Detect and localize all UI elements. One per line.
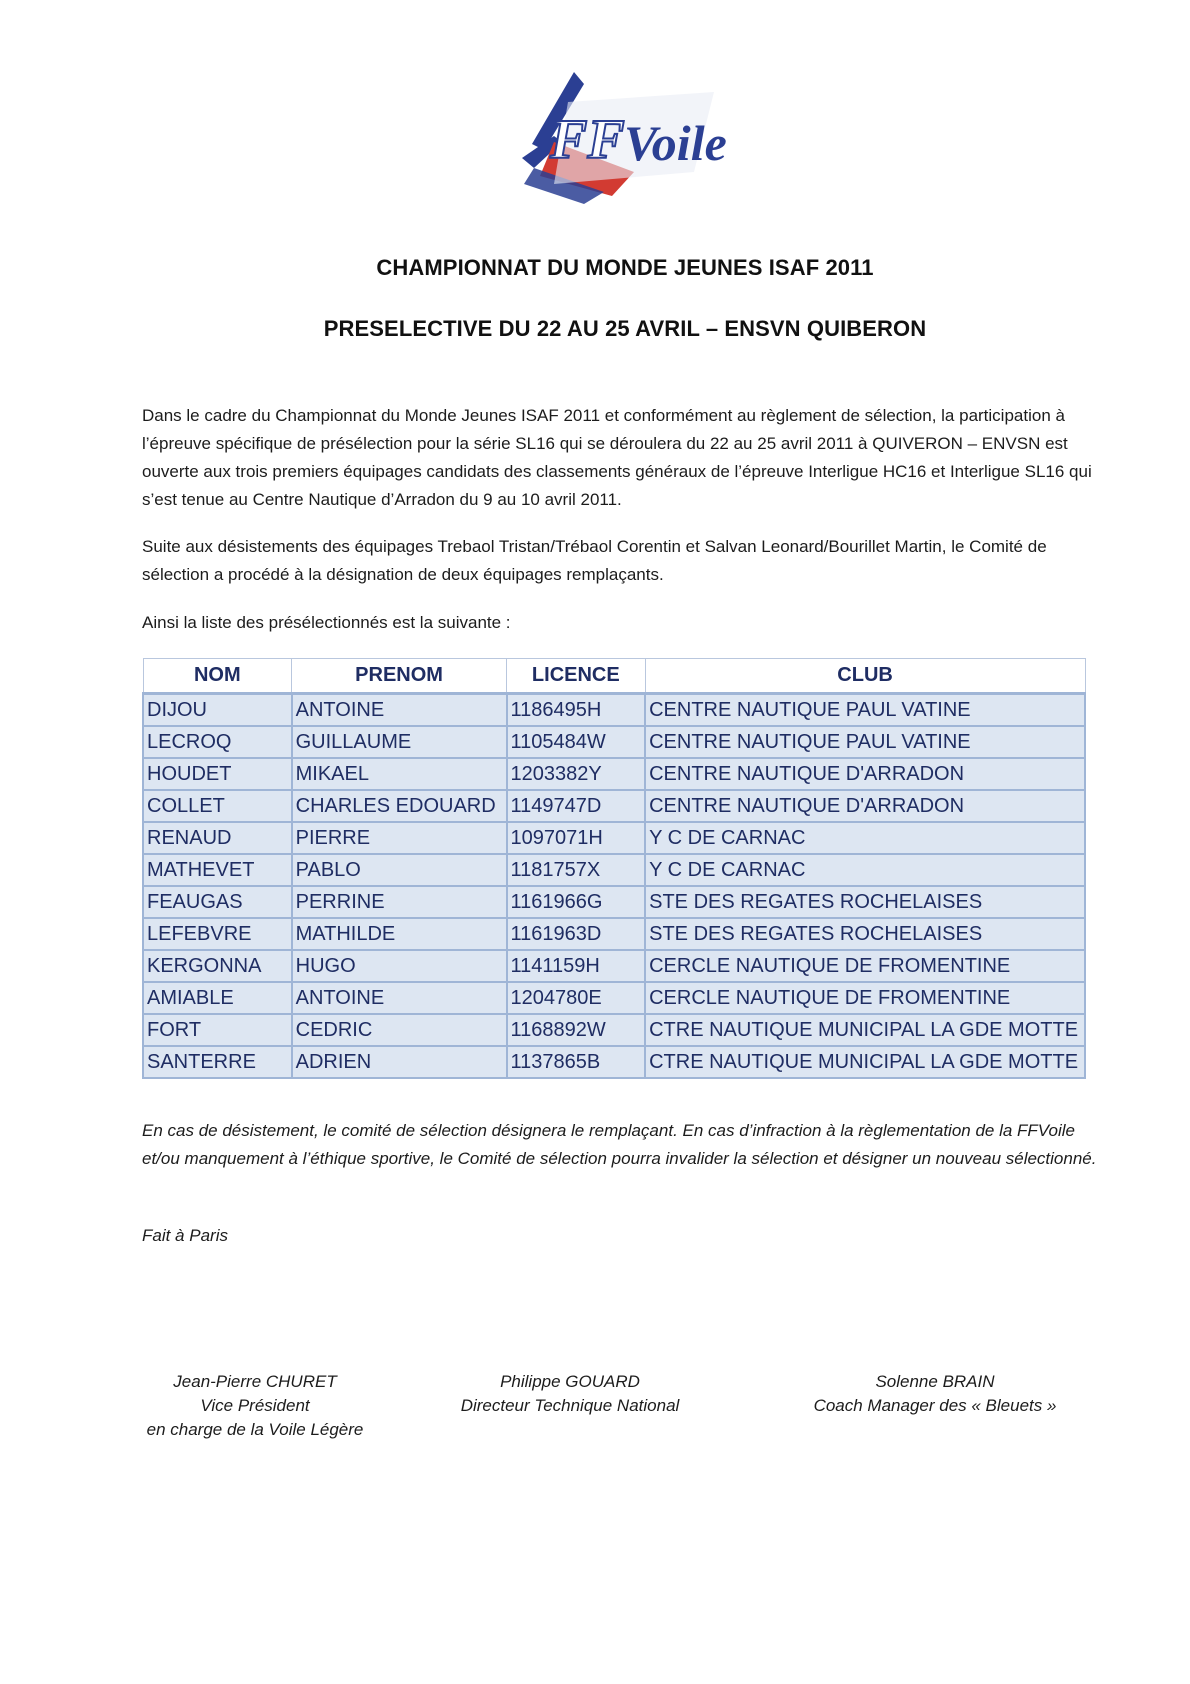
cell-licence: 1186495H	[507, 694, 646, 727]
svg-text:Voile: Voile	[624, 115, 727, 171]
intro-paragraph: Dans le cadre du Championnat du Monde Jeunes ISAF 2011 et conformément au règlement de sélection, la participation à l’épreuve spécifique de présélection pour la série SL16 qui se déroulera du 22 au 25 avril 2011 à QUIVERON – ENVSN est ouverte aux trois premiers équipages candidats des classements généraux de l’épreuve Interligue HC16 et Interligue SL16 qui s’est tenue au Centre Nautique d’Arradon du 9 au 10 avril 2011.	[142, 406, 1092, 509]
cell-licence: 1203382Y	[507, 758, 646, 790]
cell-prenom: HUGO	[292, 950, 507, 982]
cell-nom: RENAUD	[143, 822, 292, 854]
cell-club: STE DES REGATES ROCHELAISES	[645, 918, 1085, 950]
table-row	[143, 1014, 1085, 1046]
table-row	[143, 758, 1085, 790]
cell-prenom: PABLO	[292, 854, 507, 886]
cell-prenom: CHARLES EDOUARD	[292, 790, 507, 822]
withdrawals-paragraph: Suite aux désistements des équipages Trebaol Tristan/Trébaol Corentin et Salvan Leonard/Bourillet Martin, le Comité de sélection a procédé à la désignation de deux équipages remplaçants.	[142, 537, 1047, 584]
cell-club: Y C DE CARNAC	[645, 854, 1085, 886]
signatory-name: Philippe GOUARD	[500, 1372, 640, 1391]
signatory-role: Coach Manager des « Bleuets »	[813, 1396, 1057, 1415]
signatory-role: Directeur Technique National	[460, 1396, 680, 1415]
header-nom: NOM	[143, 659, 292, 694]
cell-licence: 1204780E	[507, 982, 646, 1014]
cell-licence: 1161966G	[507, 886, 646, 918]
table-row	[143, 886, 1085, 918]
signatory-name: Jean-Pierre CHURET	[173, 1372, 337, 1391]
table-row	[143, 950, 1085, 982]
table-row	[143, 694, 1085, 727]
cell-club: CTRE NAUTIQUE MUNICIPAL LA GDE MOTTE	[645, 1046, 1085, 1078]
cell-prenom: PIERRE	[292, 822, 507, 854]
header-licence: LICENCE	[507, 659, 646, 694]
cell-licence: 1141159H	[507, 950, 646, 982]
header-prenom: PRENOM	[292, 659, 507, 694]
cell-prenom: MIKAEL	[292, 758, 507, 790]
cell-nom: FEAUGAS	[143, 886, 292, 918]
signatory-role: Vice Président	[200, 1396, 310, 1415]
document-subtitle: PRESELECTIVE DU 22 AU 25 AVRIL – ENSVN QUIBERON	[323, 316, 927, 341]
table-row	[143, 918, 1085, 950]
cell-club: CERCLE NAUTIQUE DE FROMENTINE	[645, 982, 1085, 1014]
table-row	[143, 790, 1085, 822]
cell-licence: 1149747D	[507, 790, 646, 822]
document-title: CHAMPIONNAT DU MONDE JEUNES ISAF 2011	[376, 255, 874, 280]
list-intro: Ainsi la liste des présélectionnés est la suivante :	[142, 613, 511, 632]
cell-nom: AMIABLE	[143, 982, 292, 1014]
withdrawal-notice: En cas de désistement, le comité de sélection désignera le remplaçant. En cas d’infraction à la règlementation de la FFVoile et/ou manquement à l’éthique sportive, le Comité de sélection pourra invalider la sélection et désigner un nouveau sélectionné.	[142, 1121, 1097, 1168]
cell-nom: COLLET	[143, 790, 292, 822]
cell-licence: 1181757X	[507, 854, 646, 886]
cell-club: CENTRE NAUTIQUE PAUL VATINE	[645, 694, 1085, 727]
table-row	[143, 1046, 1085, 1078]
cell-nom: LEFEBVRE	[143, 918, 292, 950]
cell-nom: MATHEVET	[143, 854, 292, 886]
table-header-row	[143, 659, 1085, 694]
cell-nom: FORT	[143, 1014, 292, 1046]
cell-nom: SANTERRE	[143, 1046, 292, 1078]
signatory-role-detail: en charge de la Voile Légère	[146, 1420, 364, 1439]
cell-club: Y C DE CARNAC	[645, 822, 1085, 854]
cell-prenom: ADRIEN	[292, 1046, 507, 1078]
signatory-1	[130, 1370, 380, 1442]
svg-text:FF: FF	[550, 109, 625, 171]
table-row	[143, 982, 1085, 1014]
cell-nom: KERGONNA	[143, 950, 292, 982]
place-line: Fait à Paris	[142, 1226, 228, 1245]
ffvoile-logo	[514, 72, 744, 207]
cell-club: CENTRE NAUTIQUE D'ARRADON	[645, 758, 1085, 790]
cell-licence: 1137865B	[507, 1046, 646, 1078]
cell-nom: LECROQ	[143, 726, 292, 758]
cell-prenom: ANTOINE	[292, 694, 507, 727]
cell-club: STE DES REGATES ROCHELAISES	[645, 886, 1085, 918]
cell-licence: 1097071H	[507, 822, 646, 854]
cell-prenom: GUILLAUME	[292, 726, 507, 758]
signatory-2	[440, 1370, 700, 1418]
table-row	[143, 854, 1085, 886]
cell-prenom: CEDRIC	[292, 1014, 507, 1046]
cell-prenom: MATHILDE	[292, 918, 507, 950]
table-row	[143, 726, 1085, 758]
cell-nom: DIJOU	[143, 694, 292, 727]
signatory-3	[790, 1370, 1080, 1418]
cell-prenom: ANTOINE	[292, 982, 507, 1014]
signatory-name: Solenne BRAIN	[875, 1372, 995, 1391]
cell-licence: 1161963D	[507, 918, 646, 950]
header-club: CLUB	[645, 659, 1085, 694]
cell-prenom: PERRINE	[292, 886, 507, 918]
cell-club: CTRE NAUTIQUE MUNICIPAL LA GDE MOTTE	[645, 1014, 1085, 1046]
cell-nom: HOUDET	[143, 758, 292, 790]
cell-club: CERCLE NAUTIQUE DE FROMENTINE	[645, 950, 1085, 982]
cell-club: CENTRE NAUTIQUE PAUL VATINE	[645, 726, 1085, 758]
preselection-table	[142, 658, 1086, 1079]
cell-club: CENTRE NAUTIQUE D'ARRADON	[645, 790, 1085, 822]
table-row	[143, 822, 1085, 854]
cell-licence: 1105484W	[507, 726, 646, 758]
cell-licence: 1168892W	[507, 1014, 646, 1046]
